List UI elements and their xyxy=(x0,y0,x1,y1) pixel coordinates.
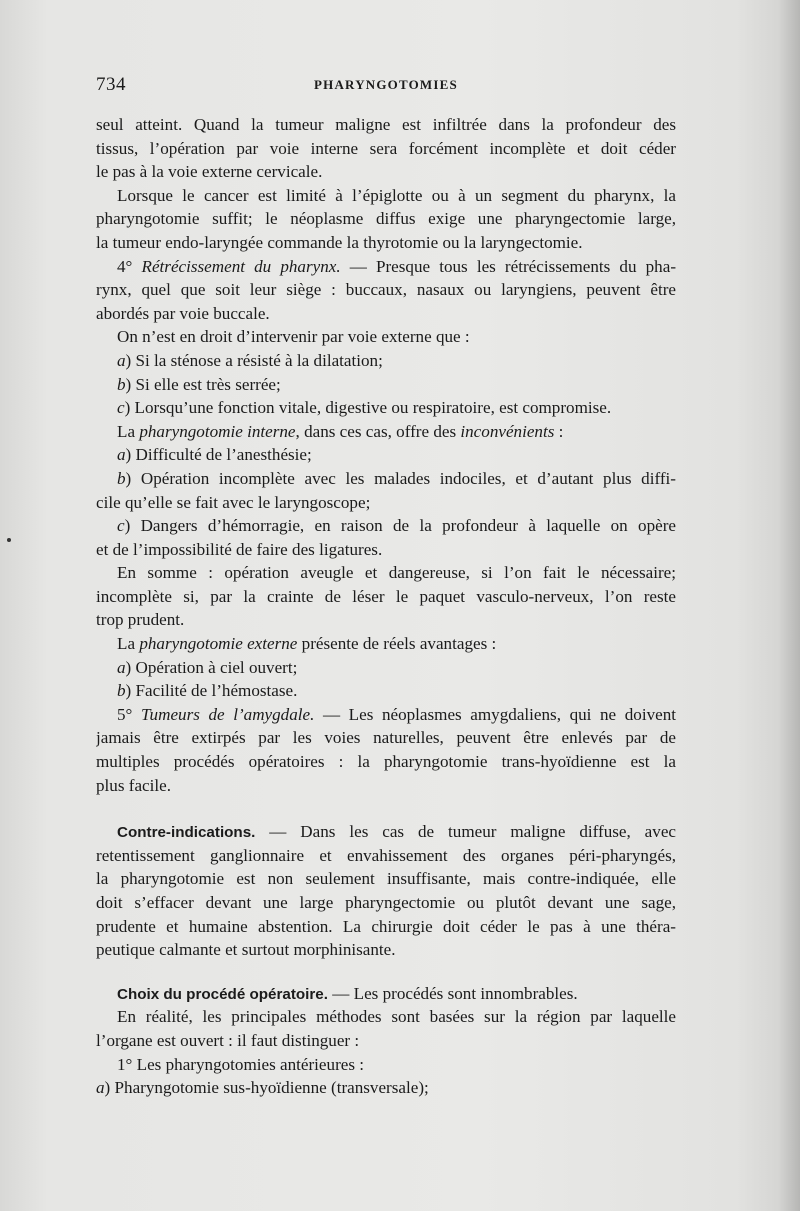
list-item: a) Pharyngotomie sus-hyoïdienne (transversale); xyxy=(96,1078,429,1098)
list-item: b) Si elle est très serrée; xyxy=(117,374,281,394)
text-line: jamais être extirpés par les voies naturelles, peuvent être enlevés par de xyxy=(96,728,676,748)
text-line: Lorsque le cancer est limité à l’épiglotte ou à un segment du pharynx, la xyxy=(117,185,676,205)
text-line: doit s’effacer devant une large pharyngectomie ou plutôt devant une sage, xyxy=(96,893,676,912)
text-line: retentissement ganglionnaire et envahissement des organes péri-pharyngés, xyxy=(96,845,676,865)
contre-indications-line: Contre-indications. — Dans les cas de tumeur maligne diffuse, avec xyxy=(117,822,676,842)
text-line: La pharyngotomie externe présente de réels avantages : xyxy=(117,634,497,654)
text-line: la tumeur endo-laryngée commande la thyrotomie ou la laryngectomie. xyxy=(96,232,583,252)
body-text xyxy=(96,113,676,1100)
section-5-line: 5° Tumeurs de l’amygdale. — Les néoplasmes amygdaliens, qui ne doivent xyxy=(117,704,676,724)
text-line: peutique calmante et surtout morphinisante. xyxy=(96,940,396,960)
text-line: rynx, quel que soit leur siège : buccaux, nasaux ou laryngiens, peuvent être xyxy=(96,280,676,300)
section-4-line: 4° Rétrécissement du pharynx. — Presque tous les rétrécissements du pha- xyxy=(117,256,676,276)
margin-speck xyxy=(7,538,11,542)
section-title: Rétrécissement du pharynx. xyxy=(141,256,341,276)
page-edge-shadow xyxy=(778,0,800,1211)
page-header xyxy=(96,74,676,98)
list-item: b) Opération incomplète avec les malades indociles, et d’autant plus diffi- xyxy=(117,468,676,488)
paragraph-gap xyxy=(96,797,676,820)
text-line: l’organe est ouvert : il faut distinguer : xyxy=(96,1030,360,1050)
section-heading: Contre-indications. xyxy=(117,824,256,842)
text-line: 1° Les pharyngotomies antérieures : xyxy=(117,1054,365,1074)
text-line: pharyngotomie suffit; le néoplasme diffus exige une pharyngectomie large, xyxy=(96,209,676,229)
text-line: En réalité, les principales méthodes sont basées sur la région par laquelle xyxy=(117,1007,676,1027)
text-line: plus facile. xyxy=(96,775,171,795)
list-item: c) Dangers d’hémorragie, en raison de la profondeur à laquelle on opère xyxy=(117,516,676,536)
list-item: a) Opération à ciel ouvert; xyxy=(117,657,298,677)
text-line: tissus, l’opération par voie interne sera forcément incomplète et doit céder xyxy=(96,138,676,158)
text-line: le pas à la voie externe cervicale. xyxy=(96,162,323,182)
paragraph-gap xyxy=(96,962,676,982)
list-item: a) Si la sténose a résisté à la dilatation; xyxy=(117,350,383,370)
text-line: multiples procédés opératoires : la pharyngotomie trans-hyoïdienne est la xyxy=(96,752,676,772)
list-item: c) Lorsqu’une fonction vitale, digestive ou respiratoire, est compromise. xyxy=(117,398,612,418)
section-heading: Choix du procédé opératoire. xyxy=(117,985,328,1003)
text-line: et de l’impossibilité de faire des ligatures. xyxy=(96,539,383,559)
section-title: Tumeurs de l’amygdale. xyxy=(140,704,315,724)
section-number: 4° xyxy=(117,256,142,276)
text-line: prudente et humaine abstention. La chirurgie doit céder le pas à une théra- xyxy=(96,916,676,936)
choix-line: Choix du procédé opératoire. — Les procédés sont innombrables. xyxy=(117,983,578,1003)
text-line: En somme : opération aveugle et dangereuse, si l’on fait le nécessaire; xyxy=(117,563,676,583)
running-head: PHARYNGOTOMIES xyxy=(314,77,458,92)
page-number: 734 xyxy=(96,74,126,95)
text-line: seul atteint. Quand la tumeur maligne est infiltrée dans la profondeur des xyxy=(96,115,676,134)
list-item: a) Difficulté de l’anesthésie; xyxy=(117,445,312,465)
text-line: abordés par voie buccale. xyxy=(96,303,270,323)
text-line: incomplète si, par la crainte de léser le paquet vasculo-nerveux, l’on reste xyxy=(96,586,676,606)
text-line: la pharyngotomie est non seulement insuffisante, mais contre-indiquée, elle xyxy=(96,869,676,889)
text-line: cile qu’elle se fait avec le laryngoscope; xyxy=(96,492,371,512)
list-item: b) Facilité de l’hémostase. xyxy=(117,681,298,701)
text-line: trop prudent. xyxy=(96,610,185,630)
text-line: La pharyngotomie interne, dans ces cas, offre des inconvénients : xyxy=(117,421,564,441)
text-line: On n’est en droit d’intervenir par voie externe que : xyxy=(117,327,470,347)
section-number: 5° xyxy=(117,704,141,724)
